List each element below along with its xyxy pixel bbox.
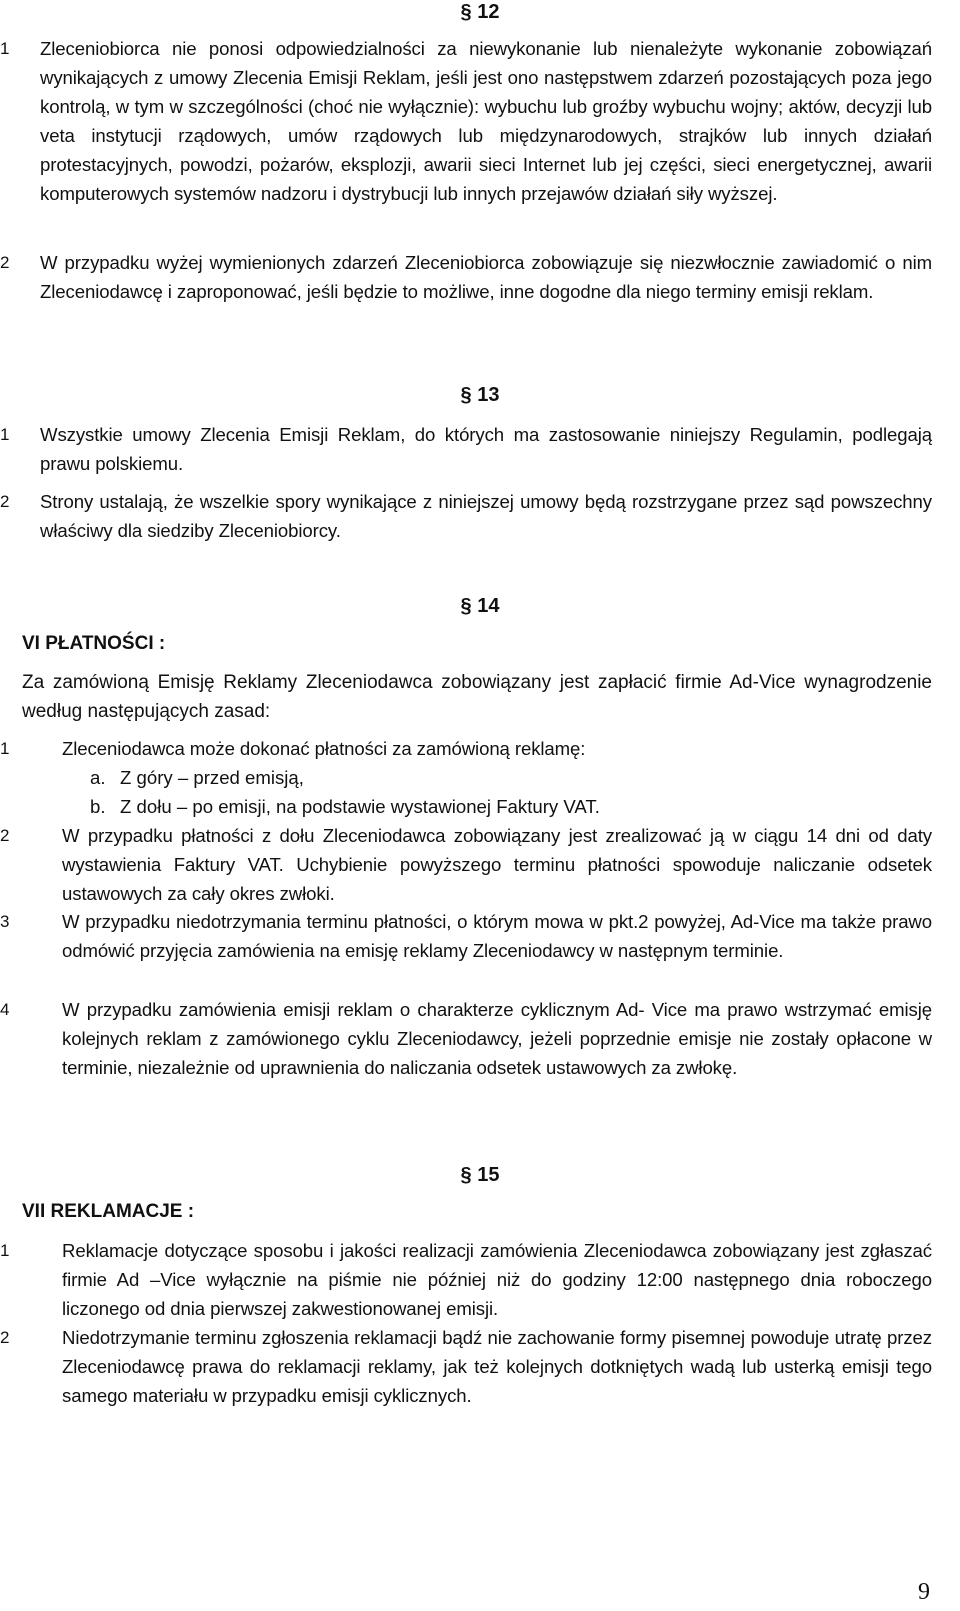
- item-text: Strony ustalają, że wszelkie spory wynikające z niniejszej umowy będą rozstrzygane przez sąd powszechny właściwy dla siedziby Zleceniobiorcy.: [40, 491, 932, 541]
- item-number: 1: [0, 425, 10, 444]
- item-number: 4: [0, 1000, 10, 1019]
- item-text: Zleceniodawca może dokonać płatności za zamówioną reklamę:: [62, 738, 586, 759]
- sub-item-text: Z góry – przed emisją,: [120, 767, 304, 788]
- sub-item-letter: b.: [90, 796, 106, 817]
- item-number: 1: [0, 39, 10, 58]
- item-number: 2: [0, 253, 10, 272]
- item-text: W przypadku zamówienia emisji reklam o charakterze cyklicznym Ad- Vice ma prawo wstrzymać emisję kolejnych reklam z zamówionego cyklu Zleceniodawcy, jeżeli poprzednie emisje nie zostały opłacone w terminie, niezależnie od uprawnienia do naliczania odsetek ustawowych za zwłokę.: [62, 999, 932, 1078]
- item-number: 3: [0, 912, 10, 931]
- item-text: Niedotrzymanie terminu zgłoszenia reklamacji bądź nie zachowanie formy pisemnej powoduje utratę przez Zleceniodawcę prawa do reklamacji reklamy, jak też kolejnych dotkniętych wadą lub usterką emisji tego samego materiału w przypadku emisji cyklicznych.: [62, 1327, 932, 1406]
- sub-item-a: [90, 763, 304, 792]
- item-text: Wszystkie umowy Zlecenia Emisji Reklam, do których ma zastosowanie niniejszy Regulamin, podlegają prawu polskiemu.: [40, 424, 932, 474]
- sub-item-text: Z dołu – po emisji, na podstawie wystawionej Faktury VAT.: [120, 796, 600, 817]
- sub-item-letter: a.: [90, 767, 106, 788]
- item-number: 1: [0, 739, 10, 758]
- section-13-title: § 13: [460, 384, 500, 406]
- item-text: Zleceniobiorca nie ponosi odpowiedzialności za niewykonanie lub nienależyte wykonanie zobowiązań wynikających z umowy Zlecenia Emisji Reklam, jeśli jest ono następstwem zdarzeń pozostających poza jego kontrolą, w tym w szczególności (choć nie wyłącznie): wybuchu lub groźby wybuchu wojny; aktów, decyzji lub veta instytucji rządowych, umów rządowych lub międzynarodowych, strajków lub innych działań protestacyjnych, powodzi, pożarów, eksplozji, awarii sieci Internet lub jej części, sieci energetycznej, awarii komputerowych systemów nadzoru i dystrybucji lub innych przejawów działań siły wyższej.: [40, 38, 932, 204]
- section-15-title: § 15: [460, 1164, 500, 1186]
- item-text: W przypadku niedotrzymania terminu płatności, o którym mowa w pkt.2 powyżej, Ad-Vice ma także prawo odmówić przyjęcia zamówienia na emisję reklamy Zleceniodawcy w następnym terminie.: [62, 911, 932, 961]
- section-heading-payments: VI PŁATNOŚCI :: [22, 633, 166, 654]
- section-12-title: § 12: [460, 1, 500, 23]
- section-heading-complaints: VII REKLAMACJE :: [22, 1201, 195, 1222]
- item-text: W przypadku wyżej wymienionych zdarzeń Zleceniobiorca zobowiązuje się niezwłocznie zawiadomić o nim Zleceniodawcę i zaproponować, jeśli będzie to możliwe, inne dogodne dla niego terminy emisji reklam.: [40, 252, 932, 302]
- page-number: 9: [918, 1579, 930, 1605]
- item-number: 2: [0, 826, 10, 845]
- payments-intro: Za zamówioną Emisję Reklamy Zleceniodawca zobowiązany jest zapłacić firmie Ad-Vice wynagrodzenie według następujących zasad:: [22, 672, 932, 722]
- item-number: 1: [0, 1241, 10, 1260]
- section-14-title: § 14: [460, 595, 500, 617]
- item-number: 2: [0, 1328, 10, 1347]
- item-text: W przypadku płatności z dołu Zleceniodawca zobowiązany jest zrealizować ją w ciągu 14 dni od daty wystawienia Faktury VAT. Uchybienie powyższego terminu płatności spowoduje naliczanie odsetek ustawowych za cały okres zwłoki.: [62, 825, 932, 904]
- item-text: Reklamacje dotyczące sposobu i jakości realizacji zamówienia Zleceniodawca zobowiązany jest zgłaszać firmie Ad –Vice wyłącznie na piśmie nie później niż do godziny 12:00 następnego dnia roboczego liczonego od dnia pierwszej zakwestionowanej emisji.: [62, 1240, 932, 1319]
- sub-item-b: [90, 792, 600, 821]
- item-number: 2: [0, 492, 10, 511]
